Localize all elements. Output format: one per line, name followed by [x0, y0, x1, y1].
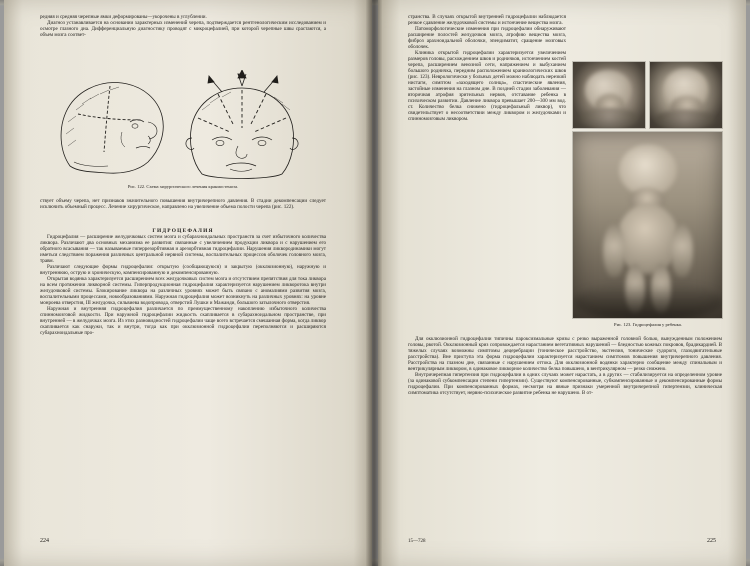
right-signature-mark: 15—728: [408, 539, 426, 544]
right-top-paragraphs: [408, 14, 566, 122]
left-page: [4, 0, 372, 566]
photo-infant-head-b: [650, 62, 722, 128]
right-page: [378, 0, 746, 566]
photo-infant-head-a: [573, 62, 645, 128]
right-top-para-3: Клиника открытой гидроцефалии характеризуется увеличением размеров головы, расхождением швов и родничков, истончением костей черепа, расширением венозной сети, напряжением и выбуханием большого родничка, передним расположением краниологических швов (рис. 123). Неврологически у больных детей можно наблюдать нерезкий нистагм, симптом «заходящего солнца», спастические явления, застойные изменения на глазном дне. В поздней стадии заболевания — вторичная атрофия зрительных нервов, отставание ребенка в психическом развитии. Давление ликвора превышает 200—300 мм вод. ст. Количество белка снижено (гидроцефальный ликвор), что свидетельствует о несоответствии между ликвором и желудочками и спинномозговым ликвором.: [408, 50, 566, 122]
left-body-para-2: Различают следующие формы гидроцефалии: открытую (сообщающуюся) и закрытую (окклюзионную), наружную и внутреннюю, острую и хроническую, компенсированную и декомпенсированную.: [40, 264, 326, 276]
right-bottom-para-1: Для окклюзионной гидроцефалии типичны пароксизмальные кризы с резко выраженной головной болью, вынужденным положением головы, рвотой. Окклюзионный криз сопровождается нарастанием вегетативных нарушений — бледностью кожных покровов, брадикардией. В тяжелых случаях возможны симптомы децеребрации (тоническое расстройство, экстензия, тонические судороги, глазодвигательные расстройства). Вне приступа эта форма гидроцефалии характеризуется нарастанием симптомов повышения внутричерепного давления. Расстройства на глазном дне, связанные с нарушением оттока. Для окклюзионной водянки характерно сообщение между спинальным и вентрикулярным ликвором, в одинаковое ликворное количество белка повышено, в вентрикулярном — резко снижено.: [408, 336, 722, 372]
left-body-para-3: Открытая водянка характеризуется расширением всех желудочковых систем мозга и отсутствием препятствия для тока ликвора на всем протяжении ликворной системы. Гиперпродукционная гидроцефалия характеризуется нарушением ликворотока внутри желудочковой системы. Блокирование ликвора на различных уровнях может быть связано с аномалиями развития мозга, воспалительными процессами, новообразованиями. Наружная гидроцефалия может возникнуть на различных уровнях: на уровне монроева отверстия, III желудочка, сильвиева водопровода, отверстий Лушки и Мажанди, большого затылочного отверстия.: [40, 276, 326, 306]
photo-a-vignette: [573, 62, 645, 128]
section-title-hydrocephaly: ГИДРОЦЕФАЛИЯ: [152, 228, 214, 234]
photo-child-full: [573, 132, 722, 318]
left-body-para-4: Наружная и внутренняя гидроцефалия различается по преимущественному накоплению избыточного количества спинномозговой жидкости. При наружной гидроцефалии жидкость скапливается в субарахноидальном пространстве, при внутренней — в желудочках мозга. Из этих разновидностей гидроцефалии чаще всего встречается смешанная форма, когда ликвор скапливается как снаружи, так и внутри, тогда как при окклюзионной гидроцефалии переполняются и расширяются субарахноидальные про-: [40, 306, 326, 336]
right-top-para-2: Патоморфологические изменения при гидроцефалии обнаруживают расширение полостей желудочков мозга, атрофию вещества мозга, фиброз арахноидальной оболочки, эпендиматит, сращение мозговых оболочек.: [408, 26, 566, 50]
right-folio: 225: [707, 538, 716, 544]
left-after-figure: [40, 198, 326, 210]
left-top-para-1: редняя и средняя черепные ямки деформированы—укорочены в углублении.: [40, 14, 207, 20]
book-gutter: [366, 0, 382, 566]
left-figure-caption: Рис. 122. Схема хирургического лечения краниостеноза.: [127, 184, 239, 189]
left-folio: 224: [40, 538, 49, 544]
left-top-para-2: Диагноз устанавливается на основании характерных изменений черепа, подтверждается рентгенологическим исследованием и осмотре глазного дна. Дифференциальную диагностику проводят с микроцефалией, при которой черепные швы срастаются, а объем мозга соответ-: [40, 20, 326, 38]
photo-b-vignette: [650, 62, 722, 128]
photo-child-vignette: [573, 132, 722, 318]
left-figure-caption-wrap: [40, 184, 326, 190]
left-top-paragraphs: [40, 14, 326, 38]
right-bottom-para-2: Внутричерепная гипертензия при гидроцефалии в одних случаях может нарастать, а в других — стабилизируется на определенном уровне (за одинаковой субкомпенсации степени гипертензии). Существуют компенсированные, субкомпенсированные и декомпенсированные формы гидроцефалии. При компенсированных формах, несмотря на явные признаки умеренной внутричерепной гипертензии, клиническая симптоматика отсутствует, нервно-психическое развитие ребенка не нарушено. В от-: [408, 372, 722, 396]
right-bottom-paragraphs: [408, 336, 722, 396]
right-figure-caption: Рис. 123. Гидроцефалия у ребенка.: [614, 322, 682, 327]
skull-suture-diagram: [52, 70, 322, 180]
left-body-para-1: Гидроцефалия — расширение желудочковых систем мозга и субарахноидальных пространств за счет избыточного количества ликвора. Различают два основных механизма ее развития: связанные с увеличением продукции ликвора и с нарушением его обратного всасывания — так называемые гиперрезорбтивная и арезорбтивная гидроцефалии. Нарушения ликвородинамики могут иметься следствием поражения различных центральной нервной системы, воспалительных процессов оболочек головного мозга, травм.: [40, 234, 326, 264]
right-top-para-1: странства. В случаях открытой внутренней гидроцефалии наблюдается резкое сдавление желудочковой системы и истончение вещества мозга.: [408, 14, 566, 26]
left-after-figure-para: ствует объему черепа, нет признаков значительного повышения внутричерепного давления. В стадии декомпенсации следует исключить объемный процесс. Лечение хирургическое, направлено на увеличение объема полости черепа (рис. 122).: [40, 198, 326, 210]
left-section: [40, 228, 326, 336]
